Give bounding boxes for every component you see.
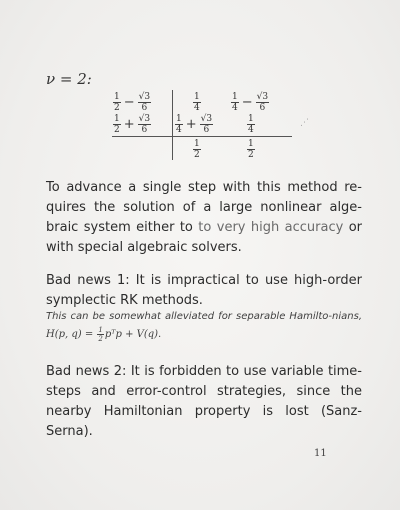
paragraph1-text-faded: to very high accuracy xyxy=(198,220,344,235)
tableau-b2: $\frac{1}{2}$ xyxy=(248,139,254,160)
paragraph1-text-b: or with special algebraic solvers. xyxy=(46,220,363,255)
butcher-tableau xyxy=(112,90,292,160)
tableau-a12: $\frac{1}{4}$ − $\frac{√3}{6}$ xyxy=(232,92,269,113)
tableau-b1: $\frac{1}{2}$ xyxy=(194,139,200,160)
tableau-c2: $\frac{1}{2}$ + $\frac{√3}{6}$ xyxy=(114,114,151,135)
hamiltonian-formula: H(p, q) = $\frac{1}{2}$ pᵀp + V(q). xyxy=(46,326,162,343)
tableau-a21: $\frac{1}{4}$ + $\frac{√3}{6}$ xyxy=(176,114,213,135)
nu-label: ν = 2: xyxy=(46,70,92,88)
paragraph3-text: This can be somewhat alleviated for separable Hamilto-nians, xyxy=(46,311,362,322)
tableau-c1: $\frac{1}{2}$ − $\frac{√3}{6}$ xyxy=(114,92,151,113)
tableau-horizontal-rule xyxy=(112,136,292,137)
tableau-a11: $\frac{1}{4}$ xyxy=(194,92,200,113)
scan-speck: ⋰ xyxy=(300,118,309,128)
paragraph-separable-note xyxy=(46,308,362,344)
page-number: 11 xyxy=(314,448,327,459)
paragraph-bad-news-2: Bad news 2: It is forbidden to use variable time-steps and error-control strategies, since the nearby Hamiltonian property is lost (Sanz-Serna). xyxy=(46,364,362,439)
paragraph-bad-news-1: Bad news 1: It is impractical to use high-order symplectic RK methods. xyxy=(46,273,362,308)
paragraph1-text-a: To advance a single step with this method re-quires the solution of a large nonlinear alge-braic system either to xyxy=(46,180,362,235)
tableau-vertical-rule xyxy=(172,90,173,160)
paragraph-method-step xyxy=(46,178,362,258)
tableau-a22: $\frac{1}{4}$ xyxy=(248,114,254,135)
